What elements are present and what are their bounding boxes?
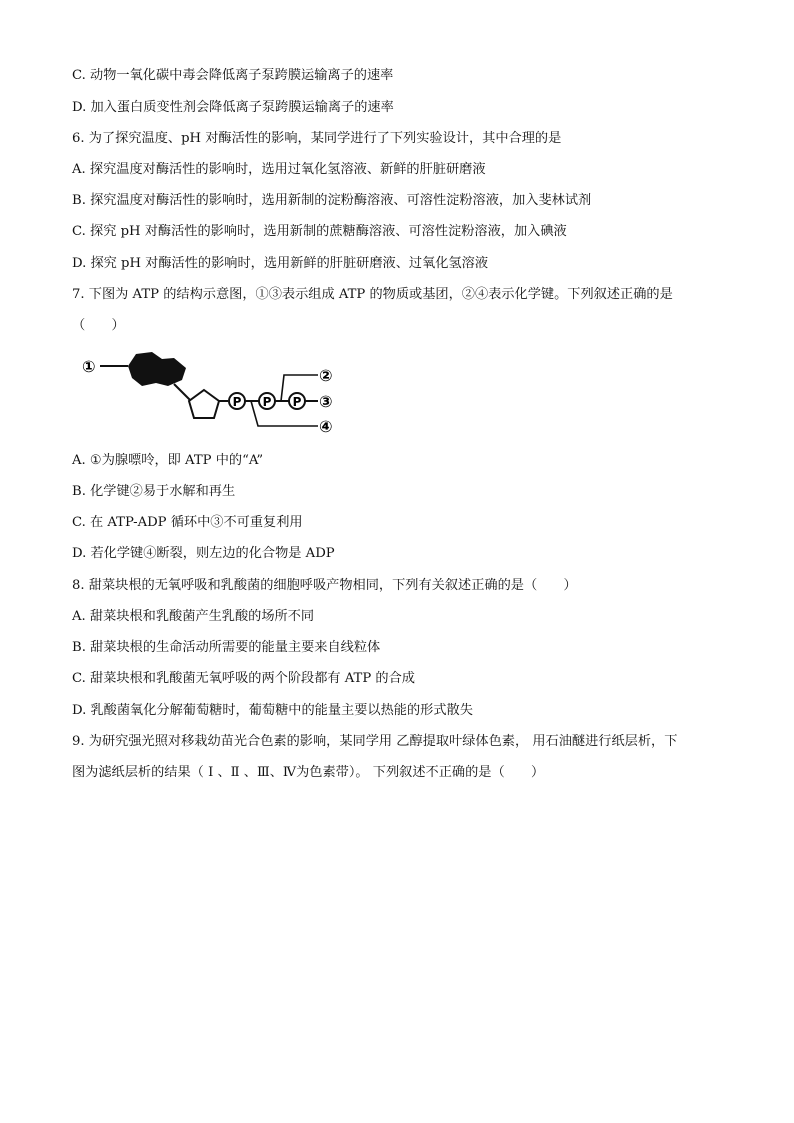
option-6d: D. 探究 pH 对酶活性的影响时，选用新鲜的肝脏研磨液、过氧化氢溶液 xyxy=(72,256,489,271)
adenine-base xyxy=(128,352,186,386)
phosphate-2 xyxy=(259,393,275,409)
question-9-line-2: 图为滤纸层析的结果（ Ⅰ 、Ⅱ 、Ⅲ、Ⅳ为色素带）。 下列叙述不正确的是（ ） xyxy=(72,765,545,780)
option-8a: A. 甜菜块根和乳酸菌产生乳酸的场所不同 xyxy=(72,609,315,624)
question-9-line-1: 9. 为研究强光照对移栽幼苗光合色素的影响，某同学用 乙醇提取叶绿体色素， 用石油醚进行纸层析，下 xyxy=(72,734,678,749)
svg-text:P: P xyxy=(262,395,272,409)
line-d5: D. 加入蛋白质变性剂会降低离子泵跨膜运输离子的速率 xyxy=(72,100,394,115)
label-2: ② xyxy=(319,366,333,385)
option-7d: D. 若化学键④断裂，则左边的化合物是 ADP xyxy=(72,546,335,561)
phosphate-1 xyxy=(229,393,245,409)
option-6c: C. 探究 pH 对酶活性的影响时，选用新制的蔗糖酶溶液、可溶性淀粉溶液，加入碘液 xyxy=(72,224,567,239)
question-7-blank: （ ） xyxy=(72,318,125,333)
label-1: ① xyxy=(82,357,96,376)
option-8c: C. 甜菜块根和乳酸菌无氧呼吸的两个阶段都有 ATP 的合成 xyxy=(72,671,415,686)
label-3: ③ xyxy=(319,392,333,411)
option-6b: B. 探究温度对酶活性的影响时，选用新制的淀粉酶溶液、可溶性淀粉溶液，加入斐林试剂 xyxy=(72,193,592,208)
phosphate-3 xyxy=(289,393,305,409)
question-7: 7. 下图为 ATP 的结构示意图，①③表示组成 ATP 的物质或基团，②④表示化学键。下列叙述正确的是 xyxy=(72,287,673,302)
svg-text:P: P xyxy=(292,395,302,409)
question-6: 6. 为了探究温度、pH 对酶活性的影响，某同学进行了下列实验设计，其中合理的是 xyxy=(72,131,562,146)
question-8: 8. 甜菜块根的无氧呼吸和乳酸菌的细胞呼吸产物相同，下列有关叙述正确的是（ ） xyxy=(72,578,577,593)
line-c5: C. 动物一氧化碳中毒会降低离子泵跨膜运输离子的速率 xyxy=(72,68,394,83)
option-8b: B. 甜菜块根的生命活动所需要的能量主要来自线粒体 xyxy=(72,640,381,655)
option-7b: B. 化学键②易于水解和再生 xyxy=(72,484,236,499)
svg-text:P: P xyxy=(232,395,242,409)
label-4: ④ xyxy=(319,417,333,436)
option-6a: A. 探究温度对酶活性的影响时，选用过氧化氢溶液、新鲜的肝脏研磨液 xyxy=(72,162,486,177)
option-7a: A. ①为腺嘌呤，即 ATP 中的“A” xyxy=(72,453,264,468)
ribose-ring xyxy=(189,390,219,418)
option-8d: D. 乳酸菌氧化分解葡萄糖时，葡萄糖中的能量主要以热能的形式散失 xyxy=(72,703,473,718)
atp-structure-diagram xyxy=(78,346,348,436)
option-7c: C. 在 ATP-ADP 循环中③不可重复利用 xyxy=(72,515,303,530)
